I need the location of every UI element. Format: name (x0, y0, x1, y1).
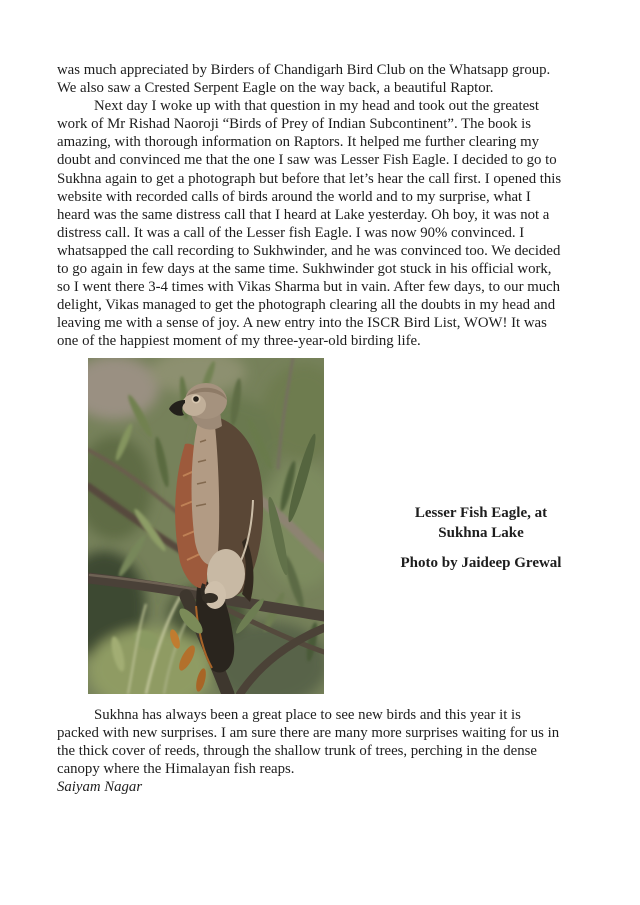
text-line: We also saw a Crested Serpent Eagle on the way back, a beautiful Raptor. (57, 80, 494, 97)
text-line: work of Mr Rishad Naoroji “Birds of Prey of Indian Subcontinent”. The book is (57, 116, 531, 133)
text-line: amazing, with thorough information on Raptors. It helped me further clearing my (57, 134, 540, 151)
photo-caption (381, 503, 581, 544)
text-line: Sukhna has always been a great place to see new birds and this year it is (94, 706, 521, 723)
text-line: to go again in few days at the same time. Sukhwinder got stuck in his official work, (57, 261, 552, 278)
text-line: distress call. It was a call of the Lesser fish Eagle. I was now 90% convinced. I (57, 224, 525, 241)
text-line: canopy where the Himalayan fish reaps. (57, 760, 295, 777)
caption-line-2: Sukhna Lake (438, 525, 524, 541)
text-line: leaving me with a sense of joy. A new entry into the ISCR Bird List, WOW! It was (57, 315, 547, 332)
photo-caption-block (381, 503, 581, 574)
figure-row (57, 358, 597, 694)
text-line: doubt and convinced me that the one I saw was Lesser Fish Eagle. I decided to go to (57, 152, 557, 169)
caption-line-1: Lesser Fish Eagle, at (414, 504, 548, 521)
text-line: one of the happiest moment of my three-year-old birding life. (57, 333, 421, 350)
text-line: delight, Vikas managed to get the photograph clearing all the doubts in my head and (57, 297, 556, 314)
text-line: heard was the same distress call that I heard at Lake yesterday. Oh boy, it was not a (57, 206, 550, 223)
text-line: Next day I woke up with that question in my head and took out the greatest (94, 98, 540, 115)
text-line: whatsapped the call recording to Sukhwinder, and he was convinced too. We decided (57, 242, 561, 259)
paragraph-closing (57, 706, 597, 778)
page-content (57, 61, 597, 796)
paragraph-continuation (57, 61, 597, 97)
text-line: Sukhna again to get a photograph but before that let’s hear the call first. I opened this (57, 170, 562, 187)
paragraph-next-day (57, 97, 597, 350)
photo-credit: Photo by Jaideep Grewal (400, 554, 562, 571)
text-line: the thick cover of reeds, through the shallow trunk of trees, perching in the dense (57, 742, 537, 759)
text-line: was much appreciated by Birders of Chandigarh Bird Club on the Whatsapp group. (57, 62, 551, 78)
lesser-fish-eagle-photo-illustration (88, 358, 324, 694)
text-line: packed with new surprises. I am sure there are many more surprises waiting for us in (57, 724, 560, 741)
text-line: website with recorded calls of birds around the world and to my surprise, what I (57, 188, 531, 205)
bird-photo (88, 358, 324, 694)
text-line: so I went there 3-4 times with Vikas Sharma but in vain. After few days, to our much (57, 279, 561, 296)
author-signature: Saiyam Nagar (57, 778, 143, 795)
